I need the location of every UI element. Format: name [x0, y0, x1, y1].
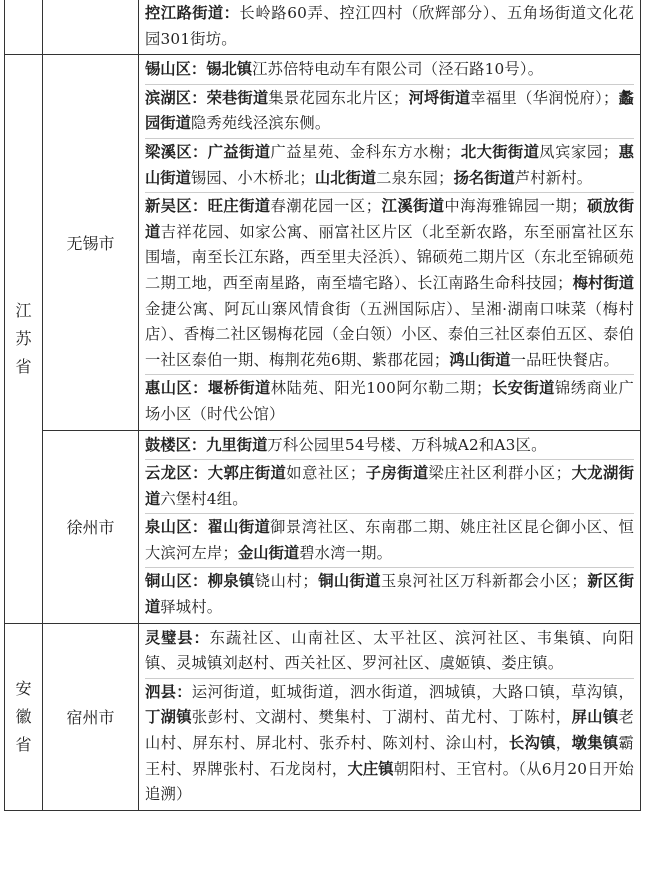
district-entry	[145, 433, 634, 459]
place-name-bold: 梅村街道	[572, 273, 634, 292]
place-name-bold: 翟山街道	[207, 518, 271, 537]
place-list-text: 二泉东园；	[376, 168, 454, 187]
place-name-bold: 荣巷街道	[206, 88, 269, 107]
place-name-bold: 旺庄街道	[207, 197, 271, 216]
place-list-text: 吉祥花园、如家公寓、丽富社区片区（北至新农路，东至丽富社区东围墙，南至长江东路，西至里夫泾浜）、锦硕苑二期片区（东北至锦硕苑二期工地，西至南星路，南至墙宅路）、长江南路生命科技园；	[145, 222, 634, 292]
place-name-bold: 云龙区：	[145, 464, 208, 483]
place-list-text: 六堡村4组。	[160, 489, 248, 508]
place-list-text: 碧水湾一期。	[299, 543, 393, 562]
place-list-text: 凤宾家园；	[539, 142, 619, 161]
place-list-text: 江	[15, 300, 32, 320]
province-cell-empty	[5, 0, 43, 55]
city-cell-xuzhou: 徐州市	[43, 430, 139, 623]
place-list-text: 锦绣商业广场小区（时代公馆）	[145, 379, 634, 423]
district-entry	[145, 567, 634, 620]
place-name-bold: 长安街道	[491, 379, 555, 398]
place-list-text: 锡园、小木桥北；	[190, 168, 315, 187]
place-name-bold: 金山街道	[237, 543, 300, 562]
place-name-bold: 柳泉镇	[207, 572, 255, 591]
district-entry	[145, 626, 634, 677]
place-list-text: 霸王村、界牌张村、石龙岗村，	[145, 734, 634, 778]
place-list-text: 中海海雅锦园一期；	[444, 197, 587, 216]
district-entry	[145, 192, 634, 373]
place-name-bold: 锡山区：	[145, 60, 207, 79]
place-list-text: 省	[15, 734, 32, 754]
table-row	[5, 55, 641, 430]
place-name-bold: 丁湖镇	[145, 708, 192, 727]
area-list-cell	[139, 0, 641, 55]
place-name-bold: 惠山区：	[145, 379, 208, 398]
place-list-text: 江苏倍特电动车有限公司（泾石路10号）。	[252, 60, 544, 79]
place-name-bold: 滨湖区：	[145, 88, 207, 107]
place-name-bold: 鸿山街道	[449, 350, 511, 369]
place-name-bold: 鼓楼区：	[145, 435, 207, 454]
district-entry	[145, 138, 634, 191]
place-list-text: 一品旺快餐店。	[510, 350, 620, 369]
city-cell-suzhou: 宿州市	[43, 623, 139, 810]
place-name-bold: 扬名街道	[453, 168, 515, 187]
place-list-text: 驿城村。	[160, 598, 223, 617]
place-list-text: 春潮花园一区；	[270, 197, 382, 216]
place-list-text: 玉泉河社区万科新都会小区；	[380, 572, 587, 591]
district-entry	[145, 1, 634, 52]
city-cell-empty	[43, 0, 139, 55]
place-name-bold: 山北街道	[314, 168, 377, 187]
place-list-text: 朝阳村、王官村。（从6月20日开始追溯）	[145, 759, 634, 804]
place-name-bold: 梁溪区：	[145, 142, 208, 161]
place-list-text: 铙山村；	[254, 572, 318, 591]
district-entry	[145, 459, 634, 512]
area-list-cell	[139, 55, 641, 430]
place-name-bold: 大庄镇	[347, 759, 394, 778]
place-name-bold: 铜山街道	[317, 572, 381, 591]
place-name-bold: 子房街道	[365, 464, 429, 483]
area-list-cell	[139, 623, 641, 810]
place-list-text: 芦村新村。	[514, 168, 593, 187]
place-list-text: 集景花园东北片区；	[268, 88, 409, 107]
table-row	[5, 0, 641, 55]
place-name-bold: 北大街街道	[460, 142, 540, 161]
place-name-bold: 灵璧县：	[145, 628, 210, 647]
place-list-text: 徽	[15, 706, 32, 726]
area-list-cell	[139, 430, 641, 623]
place-name-bold: 九里街道	[206, 435, 268, 454]
district-entry	[145, 513, 634, 566]
table-row	[5, 623, 641, 810]
place-name-bold: 铜山区：	[145, 572, 208, 591]
place-list-text: 隐秀苑线泾滨东侧。	[190, 114, 331, 133]
place-name-bold: 新吴区：	[145, 197, 208, 216]
province-cell-jiangsu	[5, 55, 43, 623]
district-entry	[145, 678, 634, 808]
place-list-text: 苏	[15, 328, 32, 348]
place-list-text: 御景湾社区、东南郡二期、姚庄社区昆仑御小区、恒大滨河左岸；	[145, 518, 634, 562]
place-name-bold: 锡北镇	[206, 60, 253, 79]
table-row	[5, 430, 641, 623]
place-list-text: 东蔬社区、山南社区、太平社区、滨河社区、韦集镇、向阳镇、灵城镇刘赵村、西关社区、罗河社区、虞姬镇、娄庄镇。	[145, 628, 634, 673]
place-list-text: 梁庄社区利群小区；	[428, 464, 572, 483]
place-name-bold: 广益街道	[207, 142, 271, 161]
place-name-bold: 泉山区：	[145, 518, 208, 537]
place-name-bold: 屏山镇	[571, 708, 619, 727]
place-list-text: 老山村、屏东村、屏北村、张乔村、陈刘村、涂山村，	[145, 708, 634, 753]
place-name-bold: 新区街道	[145, 572, 634, 617]
place-list-text: 长岭路60弄、控江四村（欣辉部分）、五角场街道文化花园301街坊。	[145, 4, 634, 48]
place-name-bold: 控江路街道：	[145, 4, 240, 22]
place-list-text: 安	[15, 678, 32, 698]
place-list-text: 运河街道，虹城街道，泗水街道，泗城镇，大路口镇，草沟镇，	[191, 682, 634, 701]
place-name-bold: 堰桥街道	[207, 379, 271, 398]
place-list-text: 省	[15, 356, 32, 376]
place-list-text: 金捷公寓、阿瓦山寨风情食街（五洲国际店）、呈湘·湖南口味菜（梅村店）、香梅二社区锡梅花园（金白领）小区、泰伯三社区泰伯五区、泰伯一社区泰伯一期、梅荆花苑6期、紫郡花园；	[145, 299, 634, 369]
place-name-bold: 江溪街道	[381, 197, 445, 216]
place-list-text: ，	[555, 734, 572, 753]
place-list-text: 林陆苑、阳光100阿尔勒二期；	[270, 379, 492, 398]
place-list-text: 幸福里（华润悦府）；	[470, 88, 619, 107]
province-cell-anhui	[5, 623, 43, 810]
place-name-bold: 大龙湖街道	[145, 464, 634, 508]
place-list-text: 如意社区；	[286, 464, 366, 483]
place-name-bold: 河埒街道	[408, 88, 471, 107]
place-name-bold: 泗县：	[145, 682, 192, 701]
place-list-text: 广益星苑、金科东方水榭；	[270, 142, 461, 161]
city-cell-wuxi: 无锡市	[43, 55, 139, 430]
district-entry	[145, 57, 634, 83]
place-list-text: 张彭村、文湖村、樊集村、丁湖村、苗尤村、丁陈村，	[191, 708, 572, 727]
place-name-bold: 墩集镇	[571, 734, 619, 753]
district-entry	[145, 84, 634, 137]
place-name-bold: 蠡园街道	[145, 88, 634, 133]
place-name-bold: 长沟镇	[508, 734, 556, 753]
place-name-bold: 惠山街道	[145, 142, 634, 187]
risk-area-table	[4, 0, 641, 811]
district-entry	[145, 374, 634, 427]
place-name-bold: 硕放街道	[145, 197, 634, 241]
place-list-text: 万科公园里54号楼、万科城A2和A3区。	[267, 435, 547, 454]
place-name-bold: 大郭庄街道	[207, 464, 287, 483]
